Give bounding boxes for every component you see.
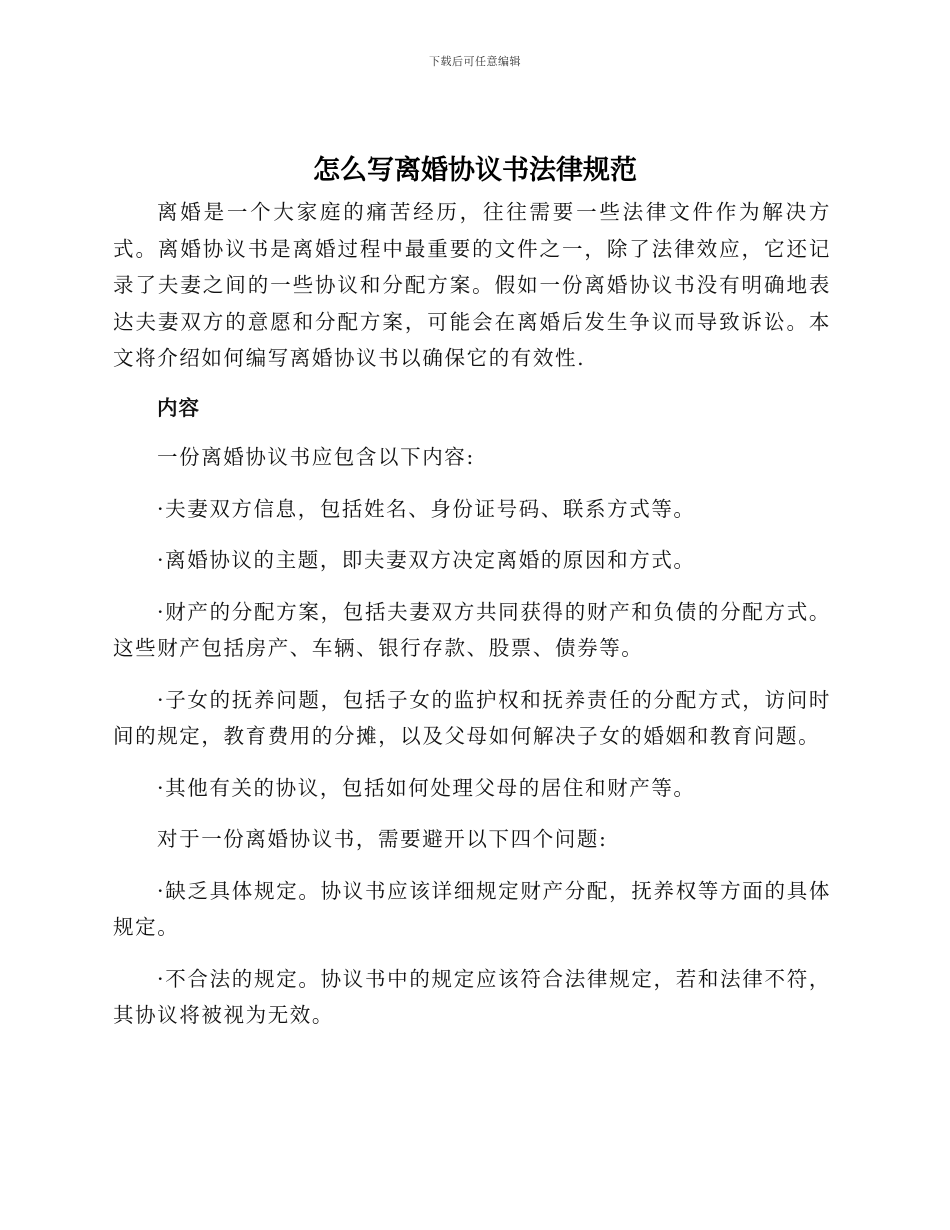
content-lead-paragraph: 一份离婚协议书应包含以下内容: (157, 445, 475, 469)
content-item-child-custody: ·子女的抚养问题，包括子女的监护权和抚养责任的分配方式，访问时间的规定，教育费用的分摊，以及父母如何解决子女的婚姻和教育问题。 (113, 687, 831, 748)
section-heading-content: 内容 (157, 395, 200, 420)
avoid-item-lack-of-specifics: ·缺乏具体规定。协议书应该详细规定财产分配，抚养权等方面的具体规定。 (113, 878, 831, 939)
content-item-personal-info: ·夫妻双方信息，包括姓名、身份证号码、联系方式等。 (157, 496, 696, 521)
document-title: 怎么写离婚协议书法律规范 (313, 155, 637, 186)
avoid-lead-paragraph: 对于一份离婚协议书，需要避开以下四个问题: (157, 827, 608, 851)
content-item-property-division: ·财产的分配方案，包括夫妻双方共同获得的财产和负债的分配方式。这些财产包括房产、车辆、银行存款、股票、债券等。 (113, 599, 831, 660)
content-item-other-agreements: ·其他有关的协议，包括如何处理父母的居住和财产等。 (157, 775, 696, 800)
document-body (113, 194, 831, 1034)
content-item-divorce-subject: ·离婚协议的主题，即夫妻双方决定离婚的原因和方式。 (157, 548, 696, 572)
page-header-note: 下载后可任意编辑 (429, 55, 521, 68)
avoid-item-illegal-terms: ·不合法的规定。协议书中的规定应该符合法律规定，若和法律不符，其协议将被视为无效。 (113, 966, 831, 1027)
intro-paragraph: 离婚是一个大家庭的痛苦经历，往往需要一些法律文件作为解决方式。离婚协议书是离婚过程中最重要的文件之一，除了法律效应，它还记录了夫妻之间的一些协议和分配方案。假如一份离婚协议书没有明确地表达夫妻双方的意愿和分配方案，可能会在离婚后发生争议而导致诉讼。本文将介绍如何编写离婚协议书以确保它的有效性. (113, 200, 831, 370)
